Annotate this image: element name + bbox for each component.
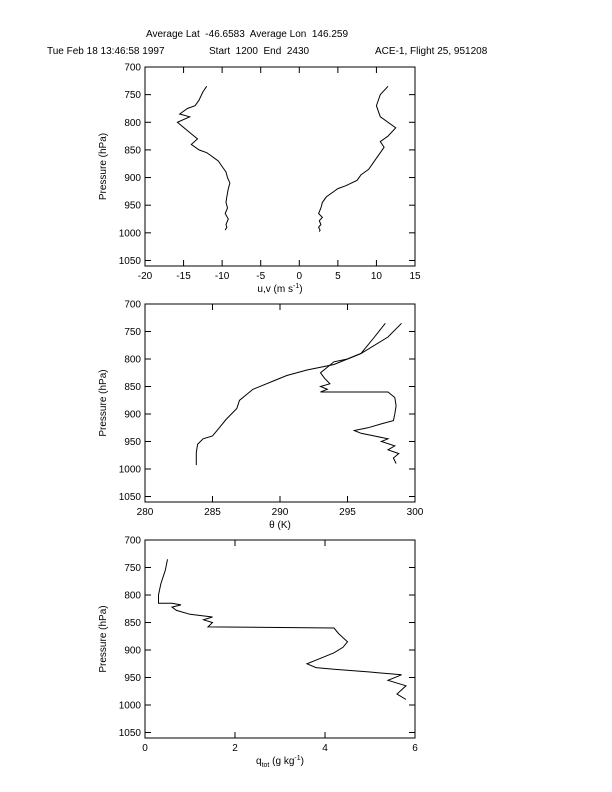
x-axis-label: $q_{tot}$ (g $kg^{-1}$)	[256, 755, 304, 769]
y-tick-label: 900	[124, 409, 141, 421]
y-tick-label: 750	[124, 563, 141, 574]
y-tick-label: 1050	[118, 728, 141, 739]
plot-frame	[145, 540, 415, 738]
x-tick-label: 4	[322, 743, 328, 754]
plot-frame	[145, 67, 415, 266]
x-axis-label: u,v (m $s^{-1}$)	[257, 283, 303, 295]
x-tick-label: 280	[136, 507, 154, 518]
series-line-1	[177, 86, 230, 230]
y-tick-label: 800	[124, 117, 141, 129]
x-tick-label: -15	[176, 271, 191, 282]
header-datetime: Tue Feb 18 13:46:58 1997	[47, 46, 165, 57]
y-tick-label: 1000	[118, 464, 141, 476]
x-tick-label: 10	[370, 271, 382, 282]
series-line-2	[196, 323, 401, 465]
x-tick-label: 0	[142, 743, 148, 754]
x-tick-label: -10	[214, 271, 230, 282]
x-tick-label: 300	[406, 507, 424, 518]
y-tick-label: 850	[124, 382, 141, 393]
y-axis-label: Pressure (hPa)	[98, 605, 109, 673]
y-tick-label: 750	[124, 327, 141, 338]
y-tick-label: 850	[124, 145, 141, 157]
y-tick-label: 1050	[118, 255, 141, 267]
y-tick-label: 1000	[118, 228, 141, 240]
x-tick-label: 295	[339, 507, 356, 518]
series-line-1	[159, 559, 407, 699]
chart-panel-3	[98, 536, 418, 770]
y-tick-label: 900	[124, 645, 141, 657]
x-axis-label: θ (K)	[269, 520, 291, 531]
series-line-1	[321, 323, 399, 463]
x-tick-label: 15	[409, 271, 421, 282]
x-tick-label: 6	[412, 743, 418, 754]
header-location: Average Lat -46.6583 Average Lon 146.259	[146, 29, 349, 40]
header-time-range: Start 1200 End 2430	[209, 46, 310, 57]
x-tick-label: 0	[296, 271, 303, 282]
x-tick-label: -5	[256, 271, 266, 282]
y-tick-label: 800	[124, 354, 141, 366]
y-tick-label: 900	[124, 173, 141, 185]
y-tick-label: 950	[124, 673, 141, 684]
series-line-2	[319, 86, 396, 231]
y-axis-label: Pressure (hPa)	[98, 369, 109, 437]
y-axis-label: Pressure (hPa)	[98, 132, 109, 201]
chart-panel-1	[98, 63, 421, 296]
y-tick-label: 1000	[118, 700, 141, 712]
y-tick-label: 750	[124, 90, 141, 102]
x-tick-label: -20	[137, 271, 153, 282]
x-tick-label: 5	[335, 271, 341, 282]
y-tick-label: 700	[124, 299, 141, 311]
y-tick-label: 1050	[118, 492, 141, 503]
y-tick-label: 950	[124, 200, 141, 212]
x-tick-label: 2	[232, 743, 238, 754]
y-tick-label: 850	[124, 618, 141, 629]
y-tick-label: 950	[124, 437, 141, 448]
plot-frame	[145, 304, 415, 502]
y-tick-label: 700	[124, 62, 141, 74]
x-tick-label: 285	[204, 507, 221, 518]
y-tick-label: 800	[124, 590, 141, 602]
chart-panel-2	[98, 300, 424, 532]
x-tick-label: 290	[271, 507, 289, 518]
header-flight: ACE-1, Flight 25, 951208	[375, 46, 488, 57]
y-tick-label: 700	[124, 535, 141, 547]
